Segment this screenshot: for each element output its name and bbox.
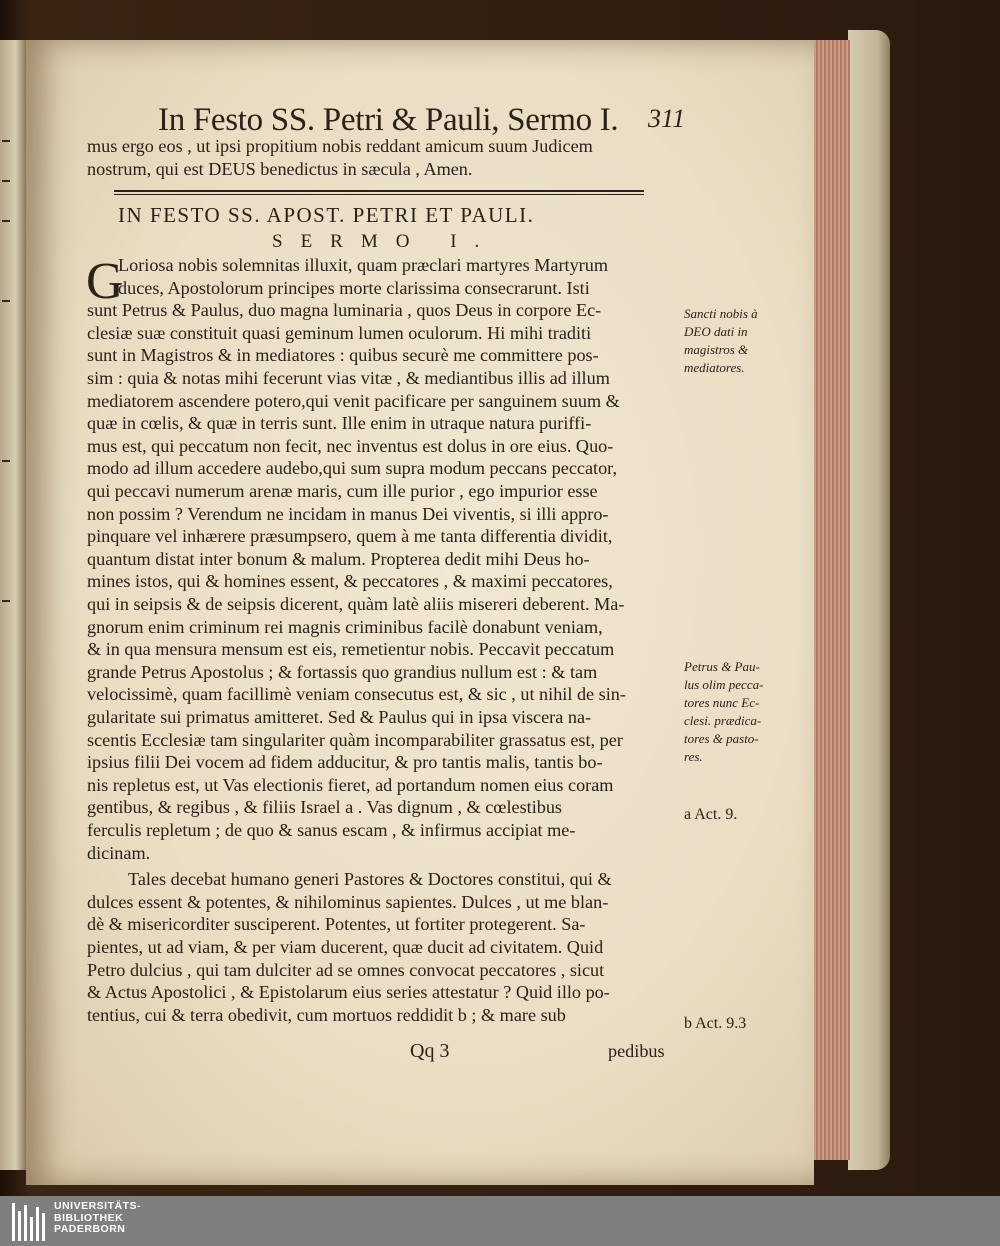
text-line: non possim ? Verendum ne incidam in manus Dei viventis, si illi appro-: [87, 503, 609, 524]
text-line: dicinam.: [87, 842, 151, 863]
text-line: sim : quia & notas mihi fecerunt vias vitæ , & mediantibus illis ad illum: [87, 368, 610, 388]
sermon-number: SERMO I.: [272, 231, 498, 252]
text-line: modo ad illum accedere audebo,qui sum supra modum peccans peccator,: [87, 458, 618, 479]
text-line: ipsius filii Dei vocem ad fidem adducitur, & pro tantis malis, tantis bo-: [87, 752, 603, 773]
text-line: dulces essent & potentes, & nihilominus sapientes. Dulces , ut me blan-: [87, 891, 609, 912]
text-line: Tales decebat humano generi Pastores & Doctores constitui, qui &: [128, 869, 612, 890]
sermon-title: IN FESTO SS. APOST. PETRI ET PAULI.: [118, 203, 535, 227]
text-line: gularitate sui primatus amitteret. Sed & Paulus qui in ipsa viscera na-: [87, 707, 592, 727]
text-line: scentis Ecclesiæ tam singulariter quàm incomparabiliter grassatus est, per: [87, 729, 623, 750]
library-footer: [0, 1196, 1000, 1246]
text-line: ferculis repletum ; de quo & sanus escam , & infirmus accipiat me-: [87, 820, 576, 840]
section-rule: [114, 190, 644, 192]
drop-cap: G: [86, 253, 124, 310]
text-line: qui peccavi numerum arenæ maris, cum ille purior , ego impurior esse: [87, 481, 598, 501]
margin-note: Petrus & Pau- lus olim pecca- tores nunc Ec- clesi. prædica- tores & pasto- res.: [684, 659, 764, 764]
text-line: velocissimè, quam facillimè veniam consecutus est, & sic , ut nihil de sin-: [87, 684, 626, 705]
text-line: pientes, ut ad viam, & per viam ducerent, quæ ducit ad civitatem. Quid: [87, 937, 604, 957]
signature-mark: Qq 3: [410, 1040, 450, 1062]
text-line: & Actus Apostolici , & Epistolarum eius series attestatur ? Quid illo po-: [87, 982, 610, 1003]
text-line: sunt Petrus & Paulus, duo magna luminaria , quos Deus in corpore Ec-: [87, 300, 602, 321]
running-head: In Festo SS. Petri & Pauli, Sermo I.: [158, 102, 619, 138]
catchword: pedibus: [608, 1041, 665, 1061]
text-line: quæ in cœlis, & quæ in terris sunt. Ille enim in utraque natura puriffi-: [87, 413, 592, 434]
text-line: gnorum enim criminum rei magnis criminibus facilè donabunt veniam,: [87, 616, 603, 637]
library-name: UNIVERSITÄTS- BIBLIOTHEK PADERBORN: [54, 1200, 142, 1235]
text-line: gentibus, & regibus , & filiis Israel a . Vas dignum , & cœlestibus: [87, 797, 563, 818]
text-line: pinquare vel inhærere præsumpsero, quem à me tanta differentia dividit,: [87, 526, 613, 547]
text-line: Petro dulcius , qui tam dulciter ad se omnes convocat peccatores , sicut: [87, 959, 605, 980]
margin-reference: b Act. 9.3: [684, 1015, 747, 1032]
text-line: dè & misericorditer susciperent. Potentes, ut fortiter protegerent. Sa-: [87, 914, 586, 935]
text-line: qui in seipsis & de seipsis dicerent, quàm latè aliis misereri deberent. Ma-: [87, 594, 625, 614]
text-line: mediatorem ascendere potero,qui venit pacificare per sanguinem suum &: [87, 390, 620, 411]
text-line: nostrum, qui est DEUS benedictus in sæcula , Amen.: [87, 159, 473, 179]
text-line: clesiæ suæ constituit quasi geminum lumen oculorum. Hi mihi traditi: [87, 322, 592, 343]
facing-page-edge: [0, 40, 26, 1170]
text-line: grande Petrus Apostolus ; & fortassis quo grandius nullum est : & tam: [87, 661, 598, 682]
margin-note: Sancti nobis à DEO dati in magistros & mediatores.: [684, 306, 758, 375]
text-line: nis repletus est, ut Vas electionis fieret, ad portandum nomen eius coram: [87, 774, 614, 795]
text-line: mines istos, qui & homines essent, & peccatores , & maximi peccatores,: [87, 571, 613, 592]
library-logo-icon: [12, 1201, 52, 1241]
page-edges: [810, 40, 850, 1160]
margin-reference: a Act. 9.: [684, 806, 738, 823]
text-line: quantum distat inter bonum & malum. Propterea dedit mihi Deus ho-: [87, 548, 590, 569]
text-line: duces, Apostolorum principes morte clarissima consecrarunt. Isti: [118, 277, 590, 298]
text-line: sunt in Magistros & in mediatores : quibus securè me committere pos-: [87, 345, 599, 366]
page-number: 311: [648, 104, 686, 133]
text-line: Loriosa nobis solemnitas illuxit, quam præclari martyres Martyrum: [118, 255, 608, 275]
text-line: & in qua mensura mensum est eis, remetientur nobis. Peccavit peccatum: [87, 639, 615, 660]
book-cover-edge: [848, 30, 890, 1170]
text-line: mus ergo eos , ut ipsi propitium nobis reddant amicum suum Judicem: [87, 136, 593, 156]
text-line: tentius, cui & terra obedivit, cum mortuos reddidit b ; & mare sub: [87, 1004, 566, 1025]
text-line: mus est, qui peccatum non fecit, nec inventus est dolus in ore eius. Quo-: [87, 435, 614, 456]
